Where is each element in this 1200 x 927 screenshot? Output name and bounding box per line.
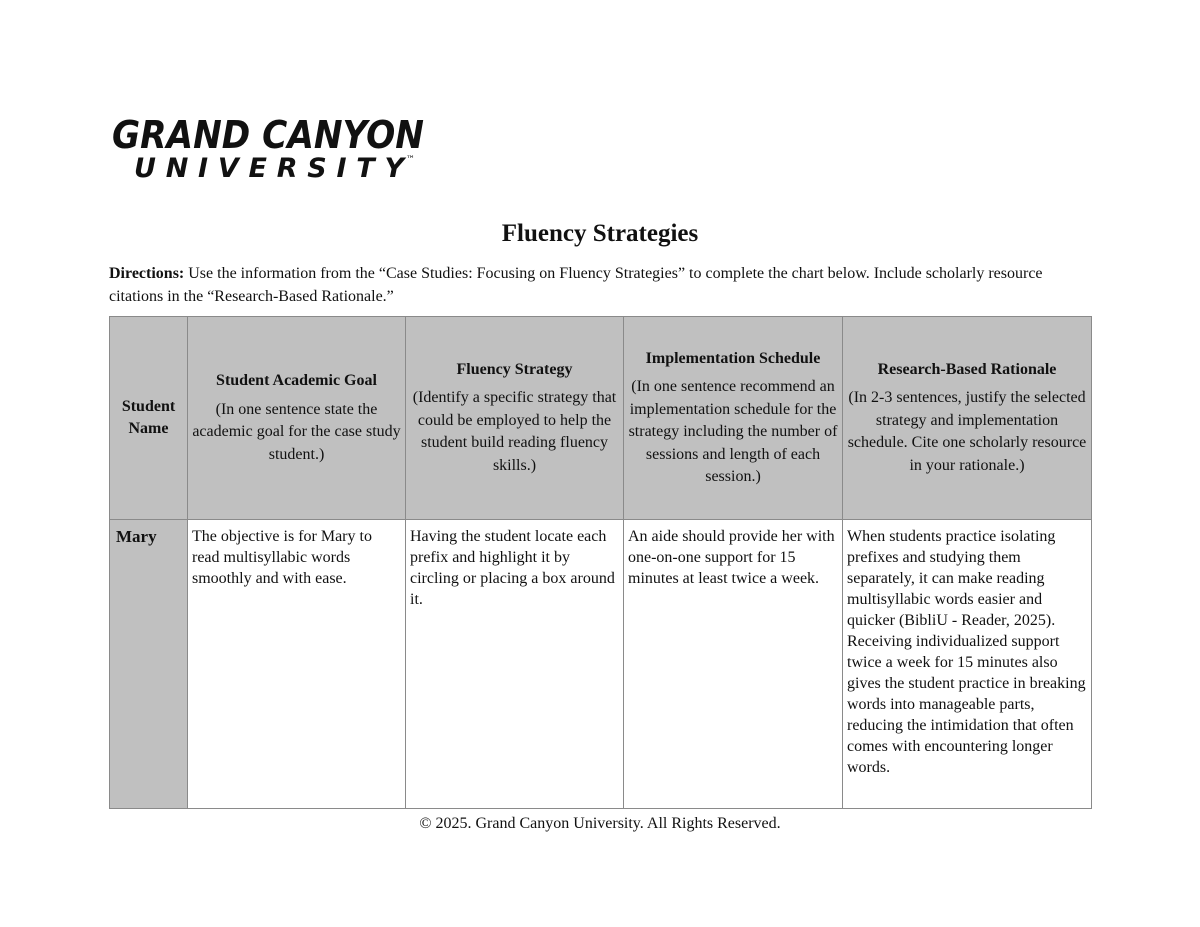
- header-title: Research-Based Rationale: [877, 360, 1057, 378]
- academic-goal-cell: The objective is for Mary to read multisyllabic words smoothly and with ease.: [188, 520, 406, 809]
- logo-line-2: UNIVERSITY: [134, 153, 404, 182]
- directions-text: Use the information from the “Case Studies: Focusing on Fluency Strategies” to complete the chart below. Include scholarly resource citations in the “Research-Based Rationale.”: [109, 265, 1043, 305]
- header-note: (Identify a specific strategy that could be employed to help the student build reading fluency skills.): [412, 389, 617, 474]
- directions-label: Directions:: [109, 265, 185, 282]
- fluency-strategy-cell: Having the student locate each prefix and highlight it by circling or placing a box around it.: [406, 520, 624, 809]
- table-header-row: [110, 317, 1092, 520]
- implementation-schedule-cell: An aide should provide her with one-on-one support for 15 minutes at least twice a week.: [624, 520, 843, 809]
- header-implementation-schedule: [624, 317, 843, 520]
- student-name-cell: Mary: [110, 520, 188, 809]
- fluency-strategies-table: [109, 316, 1092, 809]
- header-title: Student Academic Goal: [216, 372, 377, 389]
- copyright-footer: © 2025. Grand Canyon University. All Rights Reserved.: [419, 815, 781, 832]
- header-note: (In 2-3 sentences, justify the selected strategy and implementation schedule. Cite one scholarly resource in your rationale.): [847, 389, 1087, 474]
- research-rationale-cell: When students practice isolating prefixes and studying them separately, it can make reading multisyllabic words easier and quicker (BibliU - Reader, 2025). Receiving individualized support twice a week for 15 minutes also gives the student practice in breaking words into manageable parts, reducing the intimidation that often comes with encountering longer words.: [843, 520, 1092, 809]
- header-fluency-strategy: [406, 317, 624, 520]
- header-research-rationale: [843, 317, 1092, 520]
- header-student-name: [110, 317, 188, 520]
- header-title: Student Name: [121, 397, 176, 437]
- university-logo: [112, 112, 432, 182]
- logo-trademark: ™: [406, 155, 415, 165]
- header-title: Implementation Schedule: [645, 349, 821, 367]
- page-title: Fluency Strategies: [501, 220, 699, 247]
- logo-line-1: GRAND CANYON: [112, 113, 424, 157]
- header-academic-goal: [188, 317, 406, 520]
- directions: [109, 262, 1069, 308]
- header-title: Fluency Strategy: [456, 360, 573, 378]
- header-note: (In one sentence state the academic goal for the case study student.): [192, 400, 401, 463]
- header-note: (In one sentence recommend an implementation schedule for the strategy including the number of sessions and length of each session.): [628, 378, 838, 485]
- table-row: [110, 520, 1092, 809]
